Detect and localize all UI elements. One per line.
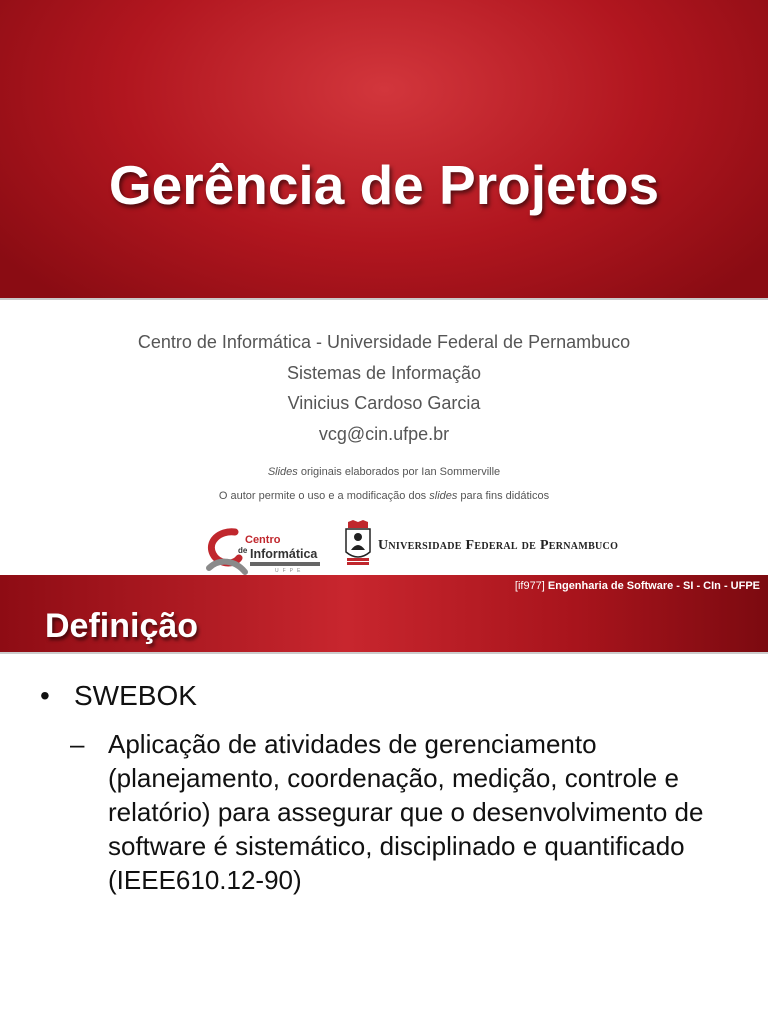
course-name: Engenharia de Software - SI - CIn - UFPE (544, 580, 760, 592)
credit-rest: originais elaborados por Ian Sommerville (297, 466, 501, 478)
author-line: Vinicius Cardoso Garcia (287, 393, 481, 413)
bullet-text: SWEBOK (74, 680, 197, 711)
course-tag (515, 580, 760, 592)
bullet-item (40, 678, 197, 714)
cin-logo-word-3: Informática (250, 547, 318, 561)
credit-note (0, 465, 768, 479)
course-code: [if977] (514, 580, 545, 592)
ufpe-seal-logo (343, 520, 373, 566)
license-note (0, 489, 768, 503)
cin-logo-sub: UFPE (275, 568, 305, 574)
sub-bullet-text: Aplicação de atividades de gerenciamento (planejamento, coordenação, medição, controle e relatório) para assegurar que o desenvolvimento de software é sistemático, disciplinado e quantificado (IEEE610.12-90) (108, 729, 704, 895)
header-band (0, 575, 768, 654)
license-before: O autor permite o uso e a modificação dos (218, 490, 430, 502)
ufpe-name: Universidade Federal de Pernambuco (378, 538, 619, 553)
sub-bullet-item (70, 727, 746, 897)
program-line: Sistemas de Informação (286, 363, 482, 383)
section-title: Definição (45, 607, 199, 645)
bullet-dot: • (40, 680, 50, 711)
cin-logo-word-1: Centro (245, 534, 281, 546)
cin-logo-word-2: de (238, 546, 248, 555)
cin-logo (205, 528, 325, 575)
credit-italic: Slides (267, 466, 298, 478)
sub-bullet-dash: – (70, 729, 85, 759)
cin-logo-swirl-red (211, 532, 239, 563)
title-band (0, 0, 768, 300)
cin-logo-bar (250, 562, 320, 566)
slide-title: Gerência de Projetos (108, 154, 660, 216)
license-after: para fins didáticos (457, 490, 550, 502)
institution-line: Centro de Informática - Universidade Federal de Pernambuco (137, 332, 631, 352)
definition-slide (0, 575, 768, 1024)
email-line: vcg@cin.ufpe.br (318, 424, 450, 444)
cin-logo-swirl-grey (209, 562, 245, 572)
license-italic: slides (429, 490, 458, 502)
